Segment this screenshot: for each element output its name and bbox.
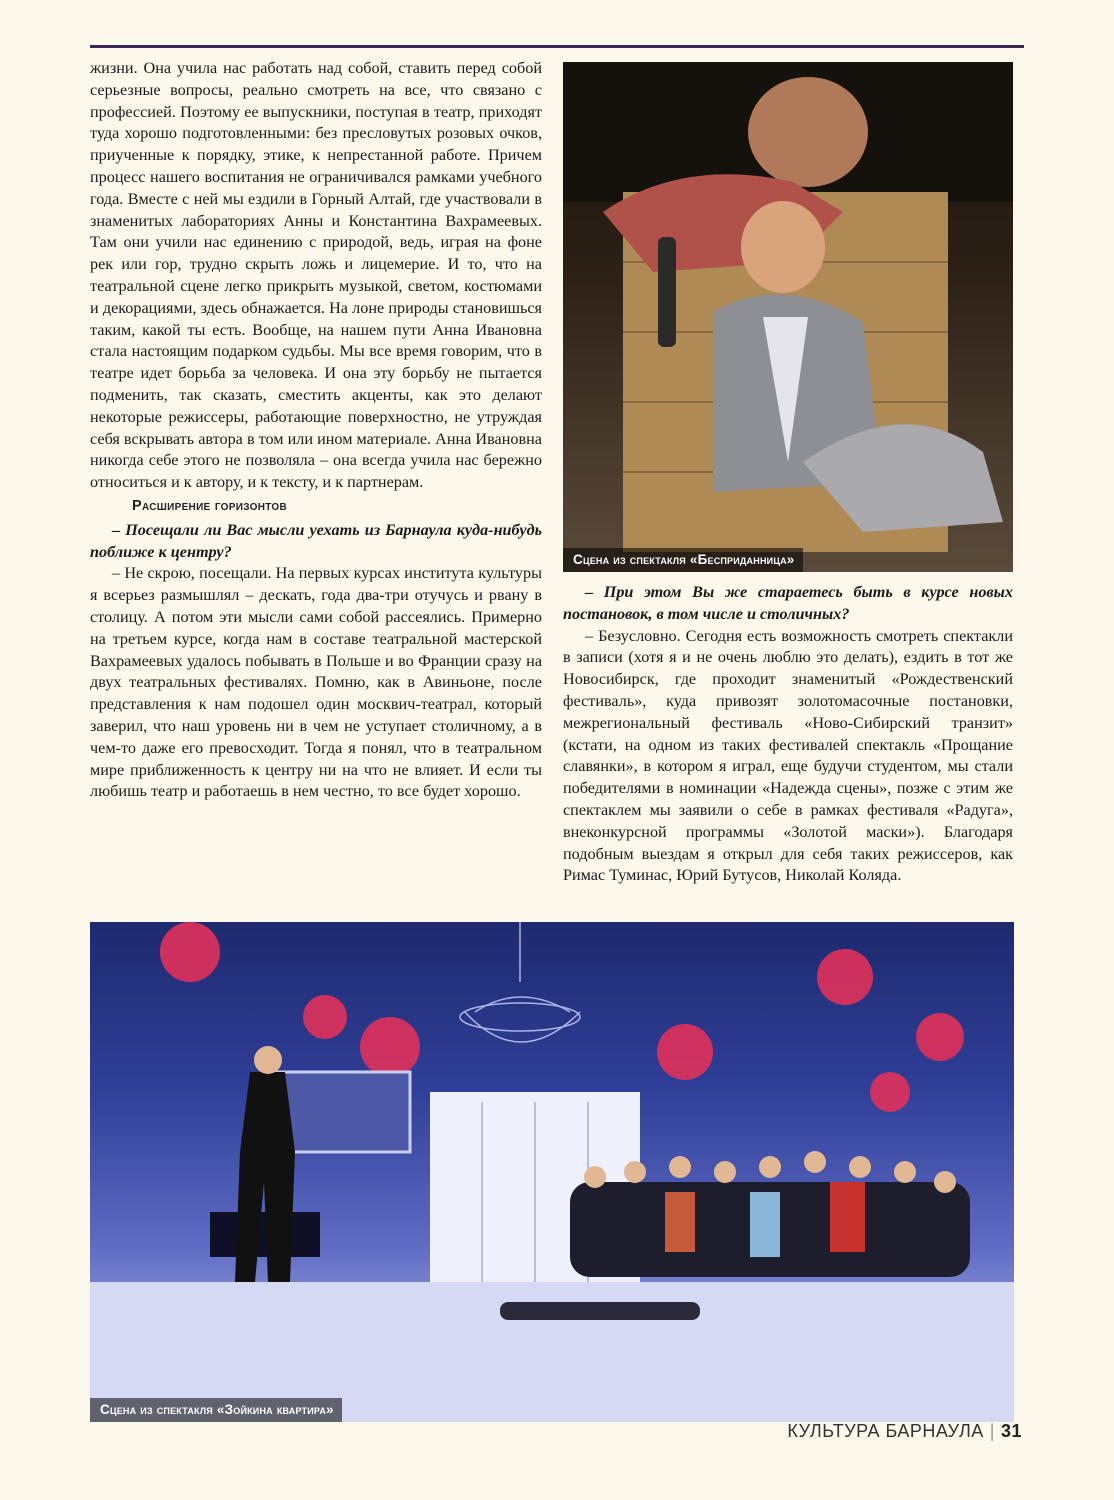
photo-zoykina-kvartira: [90, 922, 1014, 1422]
page-number: 31: [1000, 1421, 1022, 1441]
interview-answer: – Не скрою, посещали. На первых курсах института культуры я всерьез размышлял – дескать, года два-три отучусь и рвану в столицу. А потом эти мысли сами собой рассеялись. Примерно на третьем курсе, когда нам в составе театральной мастерской Вахрамеевых удалось побывать в Польше и во Франции сразу на двух театральных фестивалях. Помню, как в Авиньоне, после представления к нам подошел один москвич-театрал, который заверил, что наш уровень ни в чем не уступает столичному, а в чем-то даже его превосходит. Тогда я понял, что в театральном мире приближенность к центру ни на что не влияет. И если ты любишь театр и работаешь в нем честно, то все будет хорошо.: [90, 564, 542, 801]
interview-question: – При этом Вы же стараетесь быть в курсе новых постановок, в том числе и столичных?: [563, 583, 1013, 623]
left-column: [90, 58, 542, 803]
paragraph: жизни. Она учила нас работать над собой, ставить перед собой серьезные вопросы, реально смотреть на все, что связано с профессией. Поэтому ее выпускники, поступая в театр, приходят туда хорошо подготовленными: без пресловутых розовых очков, приученные к порядку, этике, к непрестанной работе. Причем процесс нашего воспитания не ограничивался рамками учебного года. Вместе с ней мы ездили в Горный Алтай, где участвовали в знаменитых лабораториях Анны и Константина Вахрамеевых. Там они учили нас единению с природой, ведь, играя на фоне рек или гор, трудно скрыть ложь и лицемерие. И то, что на театральной сцене легко прикрыть музыкой, светом, костюмами и декорациями, здесь обнажается. На лоне природы становишься таким, какой ты есть. Вообще, на нашем пути Анна Ивановна стала настоящим подарком судьбы. Мы все время говорим, что в театре идет борьба за человека. И она эту борьбу не пытается подменить, так сказать, сместить акценты, как это делают некоторые режиссеры, работающие поверхностно, не утруждая себя вскрывать автора в том или ином материале. Анна Ивановна никогда себе этого не позволяла – она всегда учила нас бережно относиться и к автору, и к тексту, и к партнерам.: [90, 59, 542, 492]
photo-caption: Сцена из спектакля «Зойкина квартира»: [90, 1398, 342, 1422]
footer-separator: |: [989, 1421, 995, 1441]
photo-bespridannitsa: [563, 62, 1013, 572]
interview-question: – Посещали ли Вас мысли уехать из Барнаула куда-нибудь поближе к центру?: [90, 520, 542, 561]
right-column: [563, 582, 1013, 887]
subheading: Расширение горизонтов: [132, 497, 288, 514]
photo-illustration: [563, 62, 1013, 572]
photo-illustration: [90, 922, 1014, 1422]
magazine-title: КУЛЬТУРА БАРНАУЛА: [787, 1421, 984, 1441]
page-footer: [787, 1421, 1022, 1442]
photo-caption: Сцена из спектакля «Бесприданница»: [563, 548, 803, 572]
interview-answer: – Безусловно. Сегодня есть возможность смотреть спектакли в записи (хотя я и не очень люблю это делать), ездить в тот же Новосибирск, где проходит знаменитый «Рождественский фестиваль», куда привозят золотомасочные постановки, межрегиональный фестиваль «Ново-Сибирский транзит» (кстати, на одном из таких фестивалей спектакль «Прощание славянки», в котором я играл, еще будучи студентом, мы стали победителями в номинации «Надежда сцены», позже с этим же спектаклем мы заявили о себе в рамках фестиваля «Радуга», внеконкурсной программы «Золотой маски»). Благодаря подобным выездам я открыл для себя таких режиссеров, как Римас Туминас, Юрий Бутусов, Николай Коляда.: [563, 626, 1013, 885]
top-rule: [90, 45, 1024, 48]
